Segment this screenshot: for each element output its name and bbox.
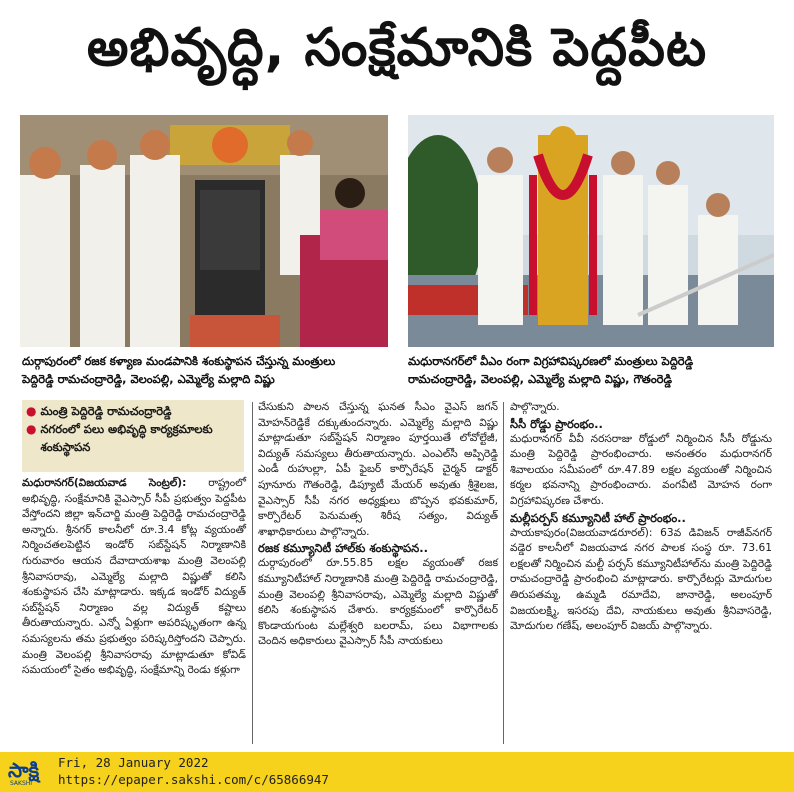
caption-right-line2: రామచంద్రారెడ్డి, వెలంపల్లి, ఎమ్మెల్యే మల్లాది విష్ణు, గౌతంరెడ్డి <box>408 372 672 386</box>
footer-date: Fri, 28 January 2022 <box>58 755 209 770</box>
photo-right-caption <box>408 352 778 388</box>
photo-left-caption <box>22 352 392 388</box>
col3-text1: మధురానగర్‌ వీవీ నరసరాజు రోడ్డులో నిర్మించిన సీసీ రోడ్డును మంత్రి పెద్దిరెడ్డి ప్రారంభించారు. అనంతరం మధురానగర్‌ శివాలయం సమీపంలో రూ.47.89 లక్షల వ్యయంతో నిర్మించిన కర్మల భవనాన్ని ప్రారంభించారు. వంగవీటి మోహన రంగా విగ్రహావిష్కరణ చేశారు. <box>510 432 772 507</box>
article-column-3 <box>510 400 772 635</box>
caption-left-line1: దుర్గాపురంలో రజక కళ్యాణ మండపానికి శంకుస్థాపన చేస్తున్న మంత్రులు <box>22 354 336 368</box>
col1-text: రాష్ట్రంలో అభివృద్ధి, సంక్షేమానికి వైఎస్సార్‌ సీపీ ప్రభుత్వం పెద్దపీట వేస్తోందని జిల్లా ఇన్‌చార్జి మంత్రి పెద్దిరెడ్డి రామచంద్రారెడ్డి అన్నారు. శ్రీనగర్‌ కాలనీలో రూ.3.4 కోట్ల వ్యయంతో నిర్మించతలపెట్టిన ఇండోర్‌ సబ్‌స్టేషన్‌ నిర్మాణానికి గురువారం ఆయన దేవాదాయశాఖ మంత్రి వెలంపల్లి శ్రీనివాసరావు, ఎమ్మెల్యే మల్లాది విష్ణుతో కలిసి శంకుస్థాపన చేసి మాట్లాడారు. ఇక్కడ ఇండోర్‌ విద్యుత్‌ సబ్‌స్టేషన్‌ నిర్మాణం వల్ల విద్యుత్‌ కష్టాలు తీరుతాయన్నారు. ఎన్నో ఏళ్లుగా అపరిష్కృతంగా ఉన్న సమస్యలను తమ ప్రభుత్వం పరిష్కరిస్తోందని చెప్పారు. మంత్రి వెలంపల్లి శ్రీనివాసరావు మాట్లాడుతూ కోవిడ్‌ సమయంలో సైతం అభివృద్ధి, సంక్షేమాన్ని రెండు కళ్లుగా <box>22 477 247 677</box>
dateline: మధురానగర్‌(విజయవాడ సెంట్రల్‌): <box>22 477 187 489</box>
bullet-item: నగరంలో పలు అభివృద్ధి కార్యక్రమాలకు శంకుస్థాపన <box>40 422 213 454</box>
photo-statue-unveiling <box>408 115 774 347</box>
subheading-multipurpose-hall: మల్లీపర్పస్‌ కమ్యూనిటీ హాల్‌ ప్రారంభం.. <box>510 510 686 525</box>
col3-text2: పాయకాపురం(విజయవాడరూరల్‌): 63వ డివిజన్‌ రాజీవ్‌నగర్‌ వడ్డెర కాలనీలో విజయవాడ నగర పాలక సంస్థ రూ. 73.61 లక్షలతో నిర్మించిన మల్టీ పర్పస్‌ కమ్యూనిటీహాల్‌ను మంత్రి పెద్దిరెడ్డి రామచంద్రారెడ్డి ప్రారంభించి మాట్లాడారు. కార్పొరేటర్లు మోదుగుల తిరుపతమ్మ, ఉమ్మడి రమాదేవి, జానారెడ్డి, అలంపూర్‌ విజయలక్ష్మి, ఇసరపు దేవి, నాయకులు అవుతు శ్రీనివాసరెడ్డి, మోదుగుల గణేష్‌, అలంపూర్‌ విజయ్‌ పాల్గొన్నారు. <box>510 526 772 633</box>
headline: అభివృద్ధి, సంక్షేమానికి పెద్దపీట <box>86 17 708 78</box>
photo-foundation-ceremony <box>20 115 388 347</box>
subheading-cc-road: సీసీ రోడ్డు ప్రారంభం.. <box>510 416 603 431</box>
col3-text0: పాల్గొన్నారు. <box>510 401 560 413</box>
caption-right-line1: మధురానగర్‌లో వీఎం రంగా విగ్రహావిష్కరణలో మంత్రులు పెద్దిరెడ్డి <box>408 354 694 368</box>
bullet-icon: ● <box>26 404 37 418</box>
caption-left-line2: పెద్దిరెడ్డి రామచంద్రారెడ్డి, వెలంపల్లి, ఎమ్మెల్యే మల్లాది విష్ణు <box>22 372 275 386</box>
bullet-icon: ● <box>26 422 37 436</box>
footer-url[interactable]: https://epaper.sakshi.com/c/65866947 <box>58 772 329 787</box>
sakshi-logo: సాక్షి <box>8 758 40 782</box>
col2-text2: దుర్గాపురంలో రూ.55.85 లక్షల వ్యయంతో రజక కమ్యూనిటీహాల్‌ నిర్మాణానికి మంత్రి పెద్దిరెడ్డి రామచంద్రారెడ్డి, మంత్రి వెలంపల్లి శ్రీనివాసరావు, ఎమ్మెల్యే మల్లాది విష్ణుతో కలిసి శంకుస్థాపన చేశారు. కార్యక్రమంలో కార్పొరేటర్‌ కొండాయగుంట మల్లేశ్వరి బలరామ్‌, పలు విభాగాలకు చెందిన అధికారులు వైఎస్సార్‌ సీపీ నాయకులు <box>258 557 498 648</box>
subheading-community-hall: రజక కమ్యూనిటీ హాల్‌కు శంకుస్థాపన.. <box>258 541 428 556</box>
bullet-item: మంత్రి పెద్దిరెడ్డి రామచంద్రారెడ్డి <box>40 404 172 418</box>
column-divider <box>503 402 504 744</box>
col2-text1: చేసుకుని పాలన చేస్తున్న ఘనత సీఎం వైఎస్‌ జగన్‌ మోహన్‌రెడ్డికే దక్కుతుందన్నారు. ఎమ్మెల్యే మల్లాది విష్ణు మాట్లాడుతూ సబ్‌స్టేషన్‌ నిర్మాణం పూర్తయితే లోవోల్టేజీ, విద్యుత్‌ సమస్యలు తీరుతాయన్నారు. ఎంఎల్‌సీ అప్పిరెడ్డి ఎండీ రుహుల్లా, ఏపీ ఫైబర్‌ కార్పొరేషన్‌ చైర్మన్‌ డాక్టర్‌ పూనూరు గౌతంరెడ్డి, డిప్యూటీ మేయర్‌ అవుతు శ్రీశైలజ, వైఎస్సార్‌ సీపీ నగర అధ్యక్షులు బొప్పన భవకుమార్‌, కార్పొరేటర్‌ పెనుమత్స శిరీష సత్యం, విద్యుత్‌ శాఖాధికారులు పాల్గొన్నారు. <box>258 401 498 538</box>
sakshi-logo-subtext: SAKSHI <box>10 780 33 787</box>
article-column-1 <box>22 476 246 679</box>
highlight-box <box>22 400 244 472</box>
column-divider <box>252 402 253 744</box>
article-column-2 <box>258 400 498 650</box>
